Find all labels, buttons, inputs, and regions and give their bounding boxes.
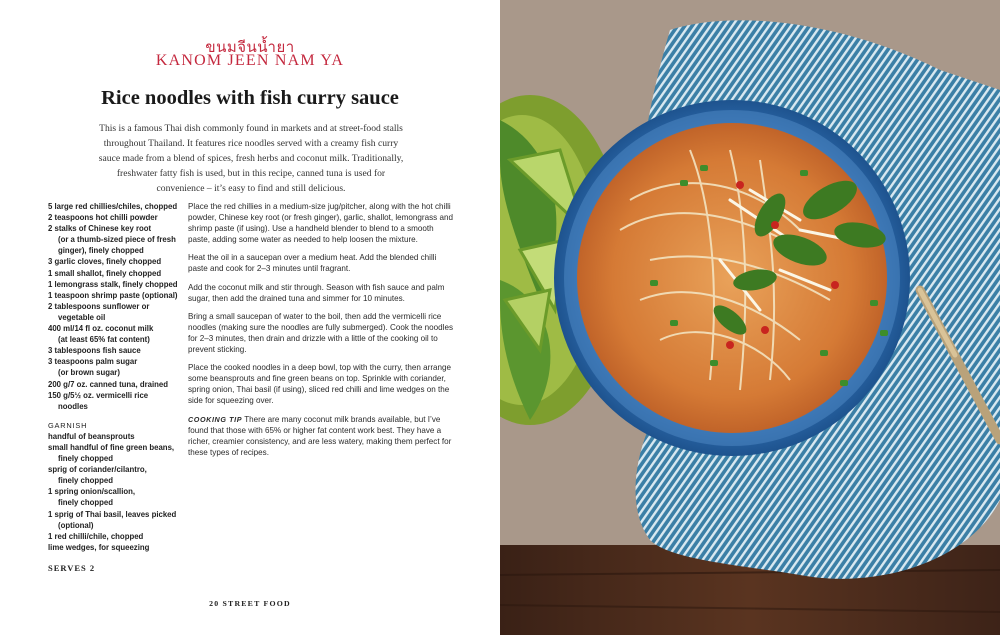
ingredient-item: 3 teaspoons palm sugar [48,357,138,367]
serves-label: SERVES 2 [48,563,96,573]
cooking-tip [188,414,456,458]
ingredient-item: 1 lemongrass stalk, finely chopped [48,279,178,289]
ingredient-item: vegetable oil [58,312,106,322]
page-number: 20 [209,599,220,608]
ingredient-item: 200 g/7 oz. canned tuna, drained [48,379,169,389]
method-step: Place the cooked noodles in a deep bowl, top with the curry, then arrange some beansprouts and fine green beans on top. Sprinkle with coriander, spring onion, Thai basil (if using), sliced red chilli and lime wedges on the side for squeezing over. [188,363,452,406]
cooking-tip-label: COOKING TIP [188,414,243,424]
romanized-dish-name: KANOM JEEN NAM YA [155,52,345,69]
thai-dish-name: ขนมจีนน้ำยา [205,38,295,56]
ingredient-item: 2 teaspoons hot chilli powder [48,213,158,223]
garnish-item: 1 sprig of Thai basil, leaves picked [48,509,177,519]
method-steps [188,201,456,465]
ingredient-item: (or brown sugar) [58,368,120,378]
ingredients-list [48,201,188,553]
ingredient-item: 3 tablespoons fish sauce [48,346,141,356]
ingredient-item: 1 small shallot, finely chopped [48,268,162,278]
ingredient-item: (at least 65% fat content) [58,335,150,345]
method-step: Heat the oil in a saucepan over a medium heat. Add the blended chilli paste and cook for 2–3 minutes until fragrant. [188,253,437,274]
garnish-item: handful of beansprouts [48,431,135,441]
ingredient-item: noodles [58,401,88,411]
garnish-item: finely chopped [58,454,114,464]
garnish-item: sprig of coriander/cilantro, [48,465,147,475]
curry-sauce [577,123,887,433]
dish-photo [500,0,1000,635]
page-footer [0,599,500,608]
cooking-tip-text: There are many coconut milk brands available, but I’ve found that those with 65% or higher fat content work best. They have a richer, creamier consistency, and are less watery, making them perfect for these types of recipes. [188,414,452,457]
ingredient-item: 2 stalks of Chinese key root [48,224,152,234]
garnish-item: 1 red chilli/chile, chopped [48,531,144,541]
garnish-heading: GARNISH [48,420,88,430]
garnish-item: small handful of fine green beans, [48,442,175,452]
garnish-item: finely chopped [58,476,114,486]
ingredient-item: 2 tablespoons sunflower or [48,301,150,311]
method-step: Bring a small saucepan of water to the boil, then add the vermicelli rice noodles (making sure the noodles are fully submerged). Cook the noodles for 2–3 minutes, then drain and drizzle with a little of the cooking oil to prevent sticking. [188,311,453,355]
method-step: Add the coconut milk and stir through. Season with fish sauce and palm sugar, then add the drained tuna and simmer for 10 minutes. [188,282,445,303]
ingredient-item: 400 ml/14 fl oz. coconut milk [48,324,154,334]
ingredient-item: 1 teaspoon shrimp paste (optional) [48,290,178,300]
garnish-item: lime wedges, for squeezing [48,542,150,552]
garnish-item: finely chopped [58,498,114,508]
garnish-item: 1 spring onion/scallion, [48,487,136,497]
ingredient-item: 3 garlic cloves, finely chopped [48,257,162,267]
section-name: STREET FOOD [222,599,291,608]
recipe-intro: This is a famous Thai dish commonly found in markets and at street-food stalls throughout Thailand. It features rice noodles served with a creamy fish curry sauce made from a blend of spices, fresh herbs and coconut milk. Traditionally, freshwater fatty fish is used, but in this recipe, canned tuna is used for convenience – it’s easy to find and still delicious. [98,123,404,194]
recipe-title: Rice noodles with fish curry sauce [101,87,399,109]
ingredient-item: 5 large red chillies/chiles, chopped [48,202,178,211]
method-step: Place the red chillies in a medium-size jug/pitcher, along with the hot chilli powder, Chinese key root (or fresh ginger), garlic, shallot, lemongrass and shrimp paste (if using). Use a handheld blender to blend to a smooth paste, adding some water as needed to help loosen the mixture. [188,202,453,245]
ingredient-item: (or a thumb-sized piece of fresh [58,235,176,245]
curry-bowl-photo [500,0,1000,635]
ingredient-item: ginger), finely chopped [58,246,144,256]
ingredient-item: 150 g/5½ oz. vermicelli rice [48,390,149,400]
garnish-item: (optional) [58,520,94,530]
